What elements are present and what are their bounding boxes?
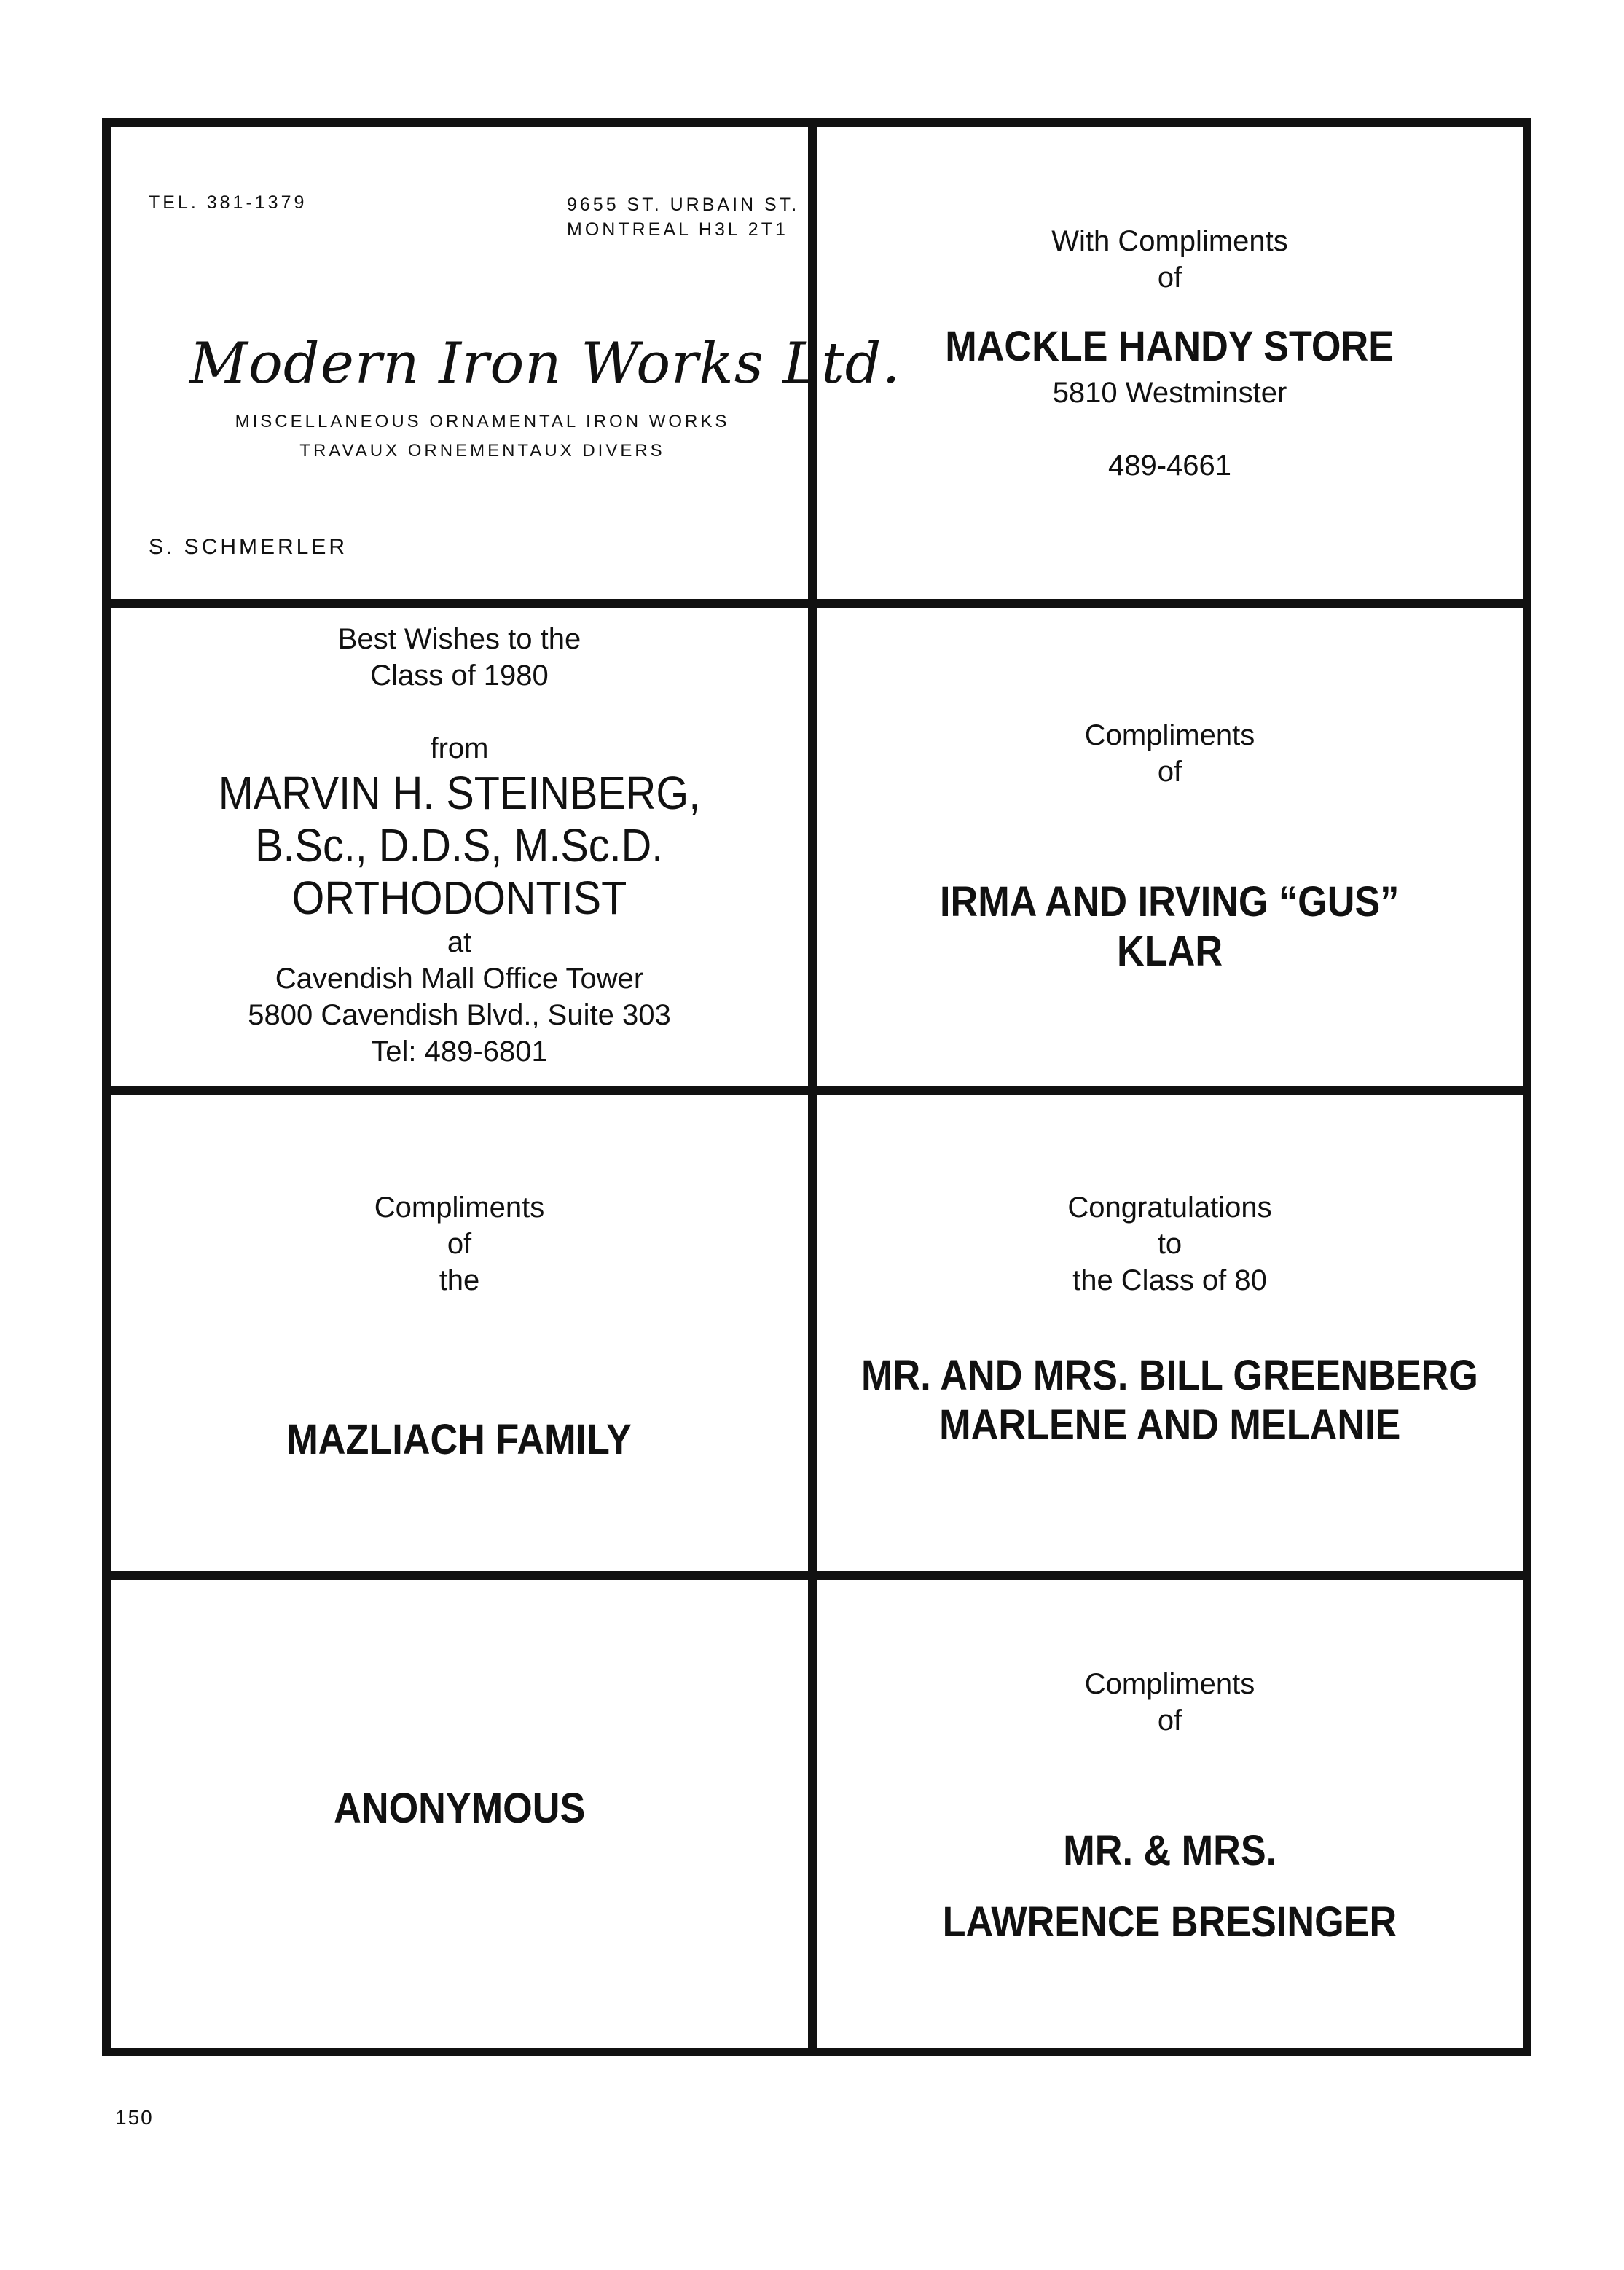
- ad-klar: [817, 608, 1523, 1095]
- ad-marvin-steinberg: [111, 608, 817, 1095]
- ad-sponsor-name: MARVIN H. STEINBERG,: [218, 767, 701, 819]
- business-logo-text: Modern Iron Works Ltd.: [189, 331, 901, 396]
- subtitle-french: TRAVAUX ORNEMENTAUX DIVERS: [299, 441, 665, 461]
- ad-greenberg: [817, 1095, 1523, 1580]
- ad-greeting: the: [439, 1264, 480, 1296]
- ad-sponsor-name: MAZLIACH FAMILY: [286, 1416, 632, 1463]
- ad-greeting: to: [1157, 1228, 1182, 1260]
- ad-place: Cavendish Mall Office Tower: [275, 963, 644, 995]
- page-number: 150: [115, 2106, 154, 2129]
- ad-greeting: With Compliments: [1051, 225, 1288, 257]
- ad-phone: Tel: 489-6801: [371, 1036, 548, 1068]
- ad-greeting: Congratulations: [1067, 1191, 1272, 1224]
- ad-anonymous: [111, 1580, 817, 2048]
- business-card-subtitle: [205, 407, 759, 466]
- address-line-2: MONTREAL H3L 2T1: [567, 219, 788, 240]
- ad-mackle-handy-store: [817, 127, 1523, 608]
- ad-greeting: of: [1157, 1705, 1182, 1737]
- ad-sponsor-credentials: B.Sc., D.D.S, M.Sc.D.: [255, 819, 664, 872]
- address-line-1: 9655 ST. URBAIN ST.: [567, 195, 800, 215]
- ad-mazliach-family: [111, 1095, 817, 1580]
- business-card-address: [567, 192, 799, 242]
- ad-sponsor-name: KLAR: [1117, 928, 1223, 975]
- ad-greeting: Class of 1980: [370, 660, 549, 692]
- ad-sponsor-name: ANONYMOUS: [333, 1785, 586, 1832]
- business-card-tel: TEL. 381-1379: [149, 192, 307, 213]
- ad-greeting: Compliments: [1084, 719, 1255, 751]
- ad-sponsor-name: IRMA AND IRVING “GUS”: [940, 878, 1400, 925]
- ad-sponsor-name: MACKLE HANDY STORE: [945, 323, 1394, 370]
- ad-greeting: Compliments: [374, 1191, 545, 1224]
- ad-sponsor-name: LAWRENCE BRESINGER: [942, 1898, 1397, 1946]
- ad-greeting: of: [1157, 262, 1182, 294]
- ad-greeting: the Class of 80: [1072, 1264, 1267, 1296]
- ad-sponsor-name: MR. & MRS.: [1063, 1827, 1276, 1874]
- ad-grid: [102, 118, 1531, 2056]
- ad-sponsor-name: MR. AND MRS. BILL GREENBERG: [861, 1352, 1478, 1399]
- ad-bresinger: [817, 1580, 1523, 2048]
- ad-modern-iron-works: [111, 127, 901, 608]
- ad-greeting: Compliments: [1084, 1668, 1255, 1700]
- ad-greeting: Best Wishes to the: [337, 623, 581, 655]
- ad-address: 5810 Westminster: [1052, 377, 1287, 409]
- ad-greeting: of: [447, 1228, 472, 1260]
- ad-address: 5800 Cavendish Blvd., Suite 303: [248, 999, 671, 1031]
- ad-greeting: of: [1157, 756, 1182, 788]
- ad-sponsor-name: MARLENE AND MELANIE: [938, 1401, 1401, 1449]
- subtitle-english: MISCELLANEOUS ORNAMENTAL IRON WORKS: [235, 412, 730, 431]
- ad-sponsor-title: ORTHODONTIST: [291, 872, 627, 924]
- ad-text: at: [447, 926, 472, 958]
- ad-phone: 489-4661: [1107, 450, 1232, 482]
- business-card-contact: S. SCHMERLER: [149, 535, 348, 559]
- ad-greeting: from: [430, 732, 489, 764]
